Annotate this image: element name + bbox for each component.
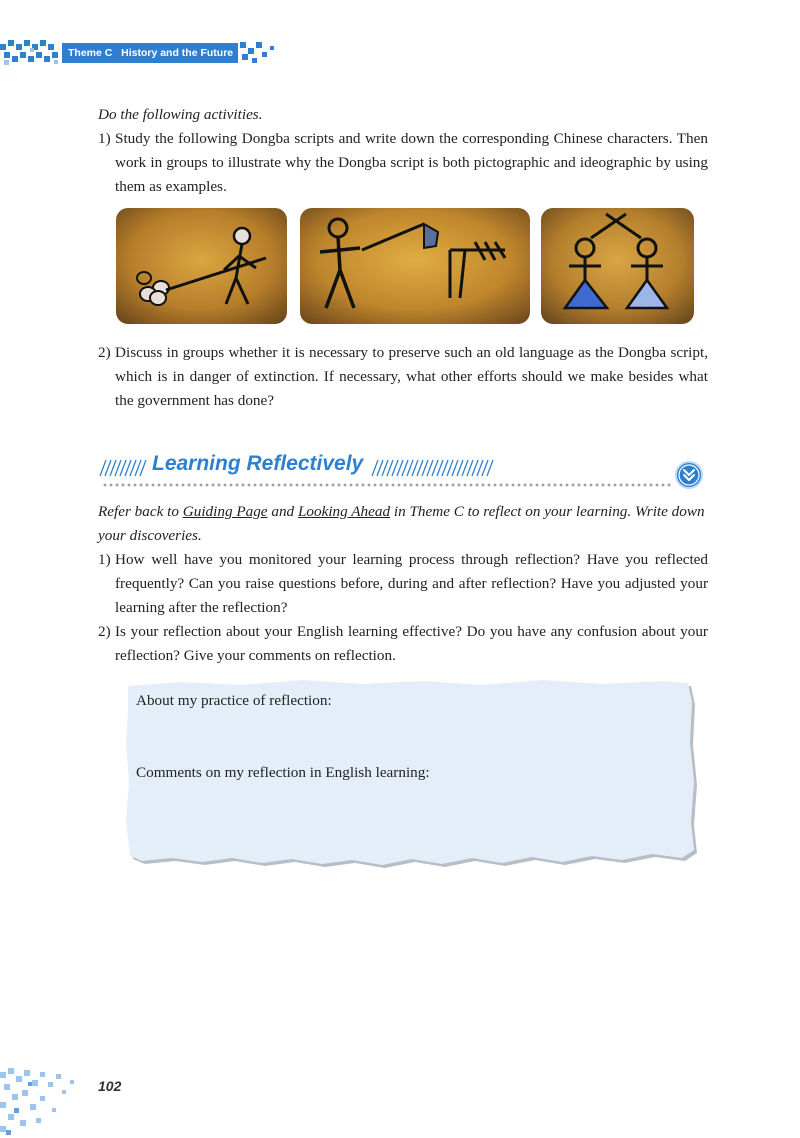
page-number: 102 [98,1078,122,1094]
reflection-note-box[interactable] [122,672,698,872]
looking-ahead-link[interactable]: Looking Ahead [297,503,391,520]
hatch-decoration-left [98,456,158,480]
dotted-divider [102,483,672,487]
activity-2 [98,341,708,413]
activity-1 [98,127,708,199]
activities-intro: Do the following activities. [98,106,263,123]
footer-pixel-decoration [0,1068,90,1138]
reflection-1-text: How well have you monitored your learning process through reflection? Have you reflected frequently? Can you raise questions before, during and after reflection? Have you adjusted your learning after the reflection? [115,551,708,616]
dongba-script-images [116,208,696,326]
header-title: Theme C History and the Future [68,47,234,59]
reflection-2-number: 2) [98,623,111,640]
reflection-instructions: Refer back to Guiding Page and Looking Ahead in Theme C to reflect on your learning. Write down your discoveries. [98,503,705,544]
section-heading [98,450,708,494]
dongba-image-2 [300,208,530,324]
activity-2-number: 2) [98,344,111,361]
reflection-question-1 [98,548,708,620]
reflection-2-text: Is your reflection about your English learning effective? Do you have any confusion about your reflection? Give your comments on reflection. [115,623,708,664]
reflection-question-2 [98,620,708,668]
activity-1-number: 1) [98,130,111,147]
hatch-decoration-right [370,456,500,480]
dongba-image-1 [116,208,287,324]
reflection-1-number: 1) [98,551,111,568]
chevron-double-down-icon[interactable] [674,460,704,490]
section-title: Learning Reflectively [152,452,364,475]
dongba-image-3 [541,208,694,324]
activity-1-text: Study the following Dongba scripts and write down the corresponding Chinese characters. Then work in groups to illustrate why the Dongba script is both pictographic and ideographic by using them as examples. [115,130,708,195]
guiding-page-link[interactable]: Guiding Page [182,503,268,520]
note-prompt-practice: About my practice of reflection: [136,692,332,709]
note-prompt-comments: Comments on my reflection in English learning: [136,764,430,781]
activity-2-text: Discuss in groups whether it is necessary to preserve such an old language as the Dongba script, which is in danger of extinction. If necessary, what other efforts should we make besides what the government has done? [115,344,708,409]
running-header [0,40,280,66]
